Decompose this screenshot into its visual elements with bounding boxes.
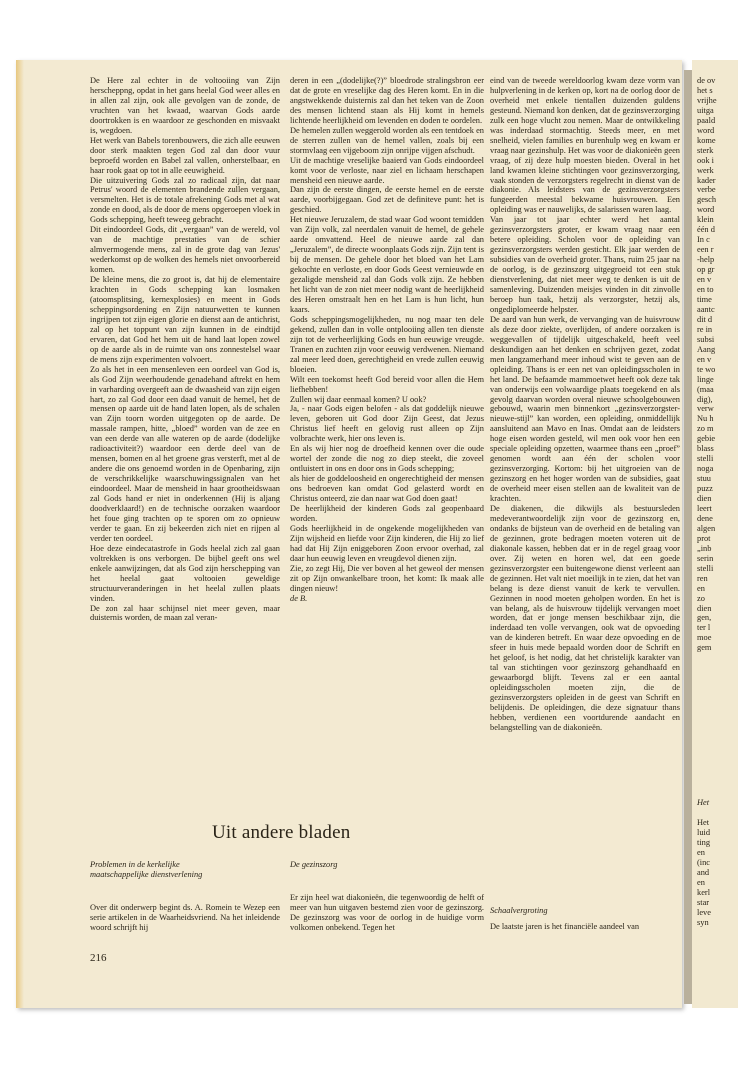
adjacent-page-line: stuu bbox=[697, 474, 711, 484]
adjacent-page-line: en bbox=[697, 583, 705, 593]
adjacent-page-line: puzz bbox=[697, 484, 713, 494]
paragraph: Het werk van Babels torenbouwers, die zich alle eeuwen door sterk maakten tegen God zal dan door vuur beproefd worden en Babel zal vallen, onherstelbaar, en haar rook gaat op tot in alle eeuwigheid. bbox=[90, 135, 280, 175]
adjacent-page-line: vrijhe bbox=[697, 95, 717, 105]
adjacent-page-line: klein bbox=[697, 215, 714, 225]
adjacent-page-line: time bbox=[697, 294, 712, 304]
paragraph: Gods scheppingsmogelijkheden, nu nog maar ten dele gekend, zullen dan in volle ontplooiing allen ten dienste zijn tot de verheerlijking Gods en hun eeuwige vreugde. Tranen en zuchten zijn voor eeuwig verdwenen. Niemand zal meer leed doen, gerechtigheid en vrede zullen eeuwig bloeien. bbox=[290, 314, 484, 374]
adjacent-page-line: dene bbox=[697, 513, 713, 523]
adjacent-page-line: dien bbox=[697, 494, 712, 504]
adjacent-page-line: word bbox=[697, 125, 715, 135]
adjacent-page-line: en bbox=[697, 847, 705, 857]
adjacent-page-line: een r bbox=[697, 245, 714, 255]
author-signature: de B. bbox=[290, 593, 308, 603]
adjacent-page-text-lower bbox=[697, 818, 738, 927]
adjacent-page-line: dig), bbox=[697, 394, 713, 404]
adjacent-page-line: ter l bbox=[697, 623, 711, 633]
adjacent-page-text bbox=[697, 76, 738, 653]
paragraph: Zie, zo zegt Hij, Die ver boven al het geweol der mensen zit op Zijn onwankelbare troon, het komt: Ik maak alle dingen nieuw! bbox=[290, 563, 484, 593]
adjacent-page-line: word bbox=[697, 205, 715, 215]
paragraph: eind van de tweede wereldoorlog kwam deze vorm van hulpverlening in de kerken op, kort na de oorlog door de overheid met enkele tientallen duizenden guldens gesteund. Niemand kon denken, dat de gezinsverzorging zulk een hoge vlucht zou nemen. Maar de ontwikkeling was inderdaad stormachtig. Steeds meer, en met snelheid, vielen families en burenhulp weg en kwam er vraag naar gezinshulp. Het was voor de diakonieën geen vraag, of zij deze hulp moesten bieden. Overal in het land kwamen kleine stichtingen voor gezinsverzorging, vaak stonden de verzorgsters regelrecht in dienst van de diakonie. Als leidsters van de gezinsverzorgsters fungeerden meestal bekwame huisvrouwen. Een opleiding was er nauwelijks, de salarissen waren laag. bbox=[490, 76, 680, 215]
adjacent-page-line: verbe bbox=[697, 185, 716, 195]
adjacent-page-line: en v bbox=[697, 354, 712, 364]
section-block-problemen bbox=[90, 860, 280, 933]
paragraph: Wilt een toekomst heeft God bereid voor allen die Hem liefhebben! bbox=[290, 374, 484, 394]
adjacent-page-line: gem bbox=[697, 643, 712, 653]
adjacent-page-line: en to bbox=[697, 285, 714, 295]
paragraph: De Here zal echter in de voltooiing van Zijn herscheppng, opdat in het gans heelal God weer alles en in allen zal zijn, ook alle gevolgen van de zonde, de vruchten van het kwaad, waarvan Gods aarde doortrokken is en waardoor ze geschonden en misvaakt is, wegdoen. bbox=[90, 76, 280, 135]
adjacent-page-line: leert bbox=[697, 503, 712, 513]
adjacent-page-line: te wo bbox=[697, 364, 716, 374]
paragraph: Hoe deze eindecatastrofe in Gods heelal zich zal gaan voltrekken is ons verborgen. De bijbel geeft ons wel enkele aanwijzingen, dat als God zijn herschepping van het heelal gaat voltooien geweldige structuurveranderingen in het heelal zullen plaats vinden. bbox=[90, 543, 280, 603]
block-heading: Schaalvergroting bbox=[490, 906, 548, 915]
adjacent-page-line: en bbox=[697, 877, 705, 887]
block-heading: De gezinszorg bbox=[290, 860, 338, 869]
paragraph: Dan zijn de eerste dingen, de eerste hemel en de eerste aarde, voorbijgegaan. God zet de definiteve punt: het is geschied. bbox=[290, 185, 484, 215]
paragraph: De laatste jaren is het financiële aandeel van bbox=[490, 922, 640, 931]
adjacent-page-line: (maa bbox=[697, 384, 714, 394]
block-heading: Problemen in de kerkelijke bbox=[90, 860, 180, 869]
paragraph: Zullen wij daar eenmaal komen? U ook? bbox=[290, 394, 427, 404]
magazine-page bbox=[16, 60, 682, 1008]
adjacent-page bbox=[692, 60, 738, 1008]
adjacent-page-line: syn bbox=[697, 917, 709, 927]
section-block-gezinszorg bbox=[290, 860, 484, 933]
article-column-3 bbox=[490, 76, 680, 733]
paragraph: De kleine mens, die zo groot is, dat hij de elementaire krachten in Gods schepping kan losmaken (atoomsplitsing, kernexplosies) en meent in Gods scheppingsordening en Zijn natuurwetten te kunnen ingrijpen tot zijn eigen glorie en dienst aan de antichrist, zal op het toppunt van zijn kunnen in de eindtijd ervaren, dat God het hem uit de hand laat lopen zowel op de aarde als in de ruimte van ons zonnestelsel waar de mens zijn experimenten volvoert. bbox=[90, 275, 280, 364]
adjacent-page-line: star bbox=[697, 897, 710, 907]
paragraph: En als wij hier nog de droefheid kennen over die oude wortel der zonde die nog zo diep steekt, die zoveel ontluistert in ons en door ons in Gods schepping; bbox=[290, 444, 484, 474]
adjacent-page-line: het s bbox=[697, 85, 713, 95]
adjacent-page-line: gebie bbox=[697, 434, 716, 444]
adjacent-page-line: uitga bbox=[697, 105, 714, 115]
adjacent-page-heading: Het bbox=[697, 798, 710, 807]
paragraph: De aard van hun werk, de vervanging van de huisvrouw als deze door ziekte, overlijden, of andere oorzaken is weggevallen of tijdelijk uitgeschakeld, heeft veel deskundigen aan het denken en schrijven gezet, zodat men langzamerhand meer inhoud wist te geven aan de opleiding. Thans is er een net van opleidingsscholen in het land. De befaamde mammoetwet heeft ook deze tak van onderwijs een volwaardige plaats toegekend en als gevolg daarvan worden overal nieuwe schoolgebouwen gebouwd, waarin men binnenkort „gezinsverzorgster-nieuwe-stijl” kan worden, een opleiding, onmiddellijk aansluitend aan Mavo en Inas. Omdat aan de leidsters hoge eisen worden gesteld, wil men ook voor hen een speciale opleiding opzetten, waarmee thans een „proef” genomen wordt aan één der scholen voor gezinsverzorging. Kortom: bij het uitgroeien van de gezinszorg en het hoger worden van de subsidies, gaat de overheid meer eisen stellen aan de kwaliteit van de krachten. bbox=[490, 314, 680, 504]
adjacent-page-line: op gr bbox=[697, 265, 715, 275]
adjacent-page-line: dien bbox=[697, 603, 712, 613]
adjacent-page-line: ren bbox=[697, 573, 708, 583]
adjacent-page-line: (inc bbox=[697, 857, 711, 867]
paragraph: De heerlijkheid der kinderen Gods zal geopenbaard worden. bbox=[290, 503, 484, 523]
adjacent-page-line: één d bbox=[697, 225, 715, 235]
paragraph: Gods heerlijkheid in de ongekende mogelijkheden van Zijn wijsheid en liefde voor Zijn kinderen, die Hij zo lief had dat Hij Zijn eniggeboren Zoon ervoor overhad, zal daar hun eeuwig leven en vreugdevol dienen zijn. bbox=[290, 523, 484, 563]
adjacent-page-line: stelli bbox=[697, 563, 714, 573]
paragraph: Zo als het in een mensenleven een oordeel van God is, als God Zijn weerhoudende genadehand aftrekt en hem in varharding overgeeft aan de dwaasheid van zijn eigen hart, zo zal God door een daad vanuit de hemel, het de mensen op aarde uit de hand laten lopen, als de schalen van Zijn toorn worden uitgegoten op de aarde. De massale rampen, hitte, „bloed” worden van de zee en van een derde van alle wateren op de aarde (dodelijke radioactiviteit?) waardoor een derde deel van de mensen, bomen en al het groene gras versterft, met al de andere die ons genoemd worden in de Openbaring, zijn de verschrikkelijke waarschuwingssignalen van het eindoordeel. Maar de mensheid in haar grootheidswaan zal Gods hand er niet in onderkennen (Hij is aljang doodverklaard!) en de technische oorzaken waardoor het foue ging trachten op te sporen om zo opnieuw verder te gaan. En zij bekeerden zich niet en rijpen al verder ten oordeel. bbox=[90, 364, 280, 543]
adjacent-page-line: kome bbox=[697, 135, 716, 145]
paragraph: De zon zal haar schijnsel niet meer geven, maar duisternis worden, de maan zal veran- bbox=[90, 603, 280, 623]
paragraph: Van jaar tot jaar echter werd het aantal gezinsverzorgsters groter, er kwam vraag naar een betere opleiding. Scholen voor de opleiding van gezinsverzorgsters werden gesticht. Elk jaar werden de subsidies van de overheid groter. Thans, ruim 25 jaar na de oorlog, is de gezinszorg uitgegroeid tot een stuk dienstverlening, dat niet meer weg te denken is uit de samenleving. Duizenden meisjes vinden in dit zinvolle beroep hun taak, hetzij als verzorgster, hetzij als, ongediplomeerde helpster. bbox=[490, 215, 680, 314]
adjacent-page-line: Nu h bbox=[697, 414, 714, 424]
paragraph: als hier de goddeloosheid en ongerechtigheid der mensen ons bedroeven kan omdat God gelasterd wordt en Christus onteerd, zie dan naar wat God doen gaat! bbox=[290, 474, 484, 504]
paragraph: Die uitzuivering Gods zal zo radicaal zijn, dat naar Petrus' woord de elementen brandende zullen vergaan, versmelten. Het is de totale afrekening Gods met al wat zonde en dood, als de door de mens opgeroepen vloek in Gods schepping, heeft teweeg gebracht. bbox=[90, 175, 281, 225]
paragraph: De hemelen zullen weggerold worden als een tentdoek en de sterren zullen van de hemel vallen, zoals bij een stormvlaag een vijgeboom zijn onrijpe vijgen afschudt. bbox=[290, 125, 484, 155]
adjacent-page-line: stelli bbox=[697, 454, 714, 464]
article-column-1 bbox=[90, 76, 280, 623]
adjacent-page-line: re in bbox=[697, 324, 713, 334]
adjacent-page-line: zo m bbox=[697, 424, 714, 434]
paragraph: deren in een „(dodelijke(?)” bloedrode stralingsbron eer dat de grote en vreselijke dag des Heren komt. En in die angstwekkende duisternis zal dan het teken van de Zoon des mensen lichtend staan als Hij komt in hemels lichtende heerlijkheid om levenden en doden te oordelen. bbox=[290, 76, 484, 125]
paragraph: De diakenen, die dikwijls als bestuursleden medeverantwoordelijk zijn voor de gezinszorg en, ondanks de bijsteun van de overheid en de betaling van de gezinnen, grote bedragen moeten voteren uit de diakonale kassen, hebben dat er in de regel graag voor over. Zij weten en horen wel, dat een goede gezinsverzorgster een buitengewone dienst verleent aan de gezinnen. Het valt niet moeilijk in te zien, dat het van belang is deze dienst vanuit de kerk te vervullen. Gezinnen in nood moeten geholpen worden. En het is van belang, als de huisvrouw tijdelijk vervangen moet worden, dat er jonge mensen beschikbaar zijn, die inderdaad ten volle vervangen, ook wat de opvoeding van de kinderen betreft. En waar deze opvoeding en de sfeer in huis mede bepaald worden door de Schrift en het geloof, is het nodig, dat het christelijk karakter van tal van stichtingen voor gezinszorg gehandhaafd en gewaarborgd blijft. Tevens zal er een aantal opleidingsscholen moeten zijn, die de gezinsverzorgsters opleiden in de geest van Schrift en belijdenis. De opleidingen, die deze signatuur thans hebben, verdienen een voortdurende aandacht en belangstelling van de diakonieën. bbox=[490, 503, 680, 732]
adjacent-page-line: kerl bbox=[697, 887, 711, 897]
adjacent-page-line: gen, bbox=[697, 613, 712, 623]
page-number: 216 bbox=[90, 952, 107, 964]
adjacent-page-line: werk bbox=[697, 165, 714, 175]
section-block-schaalvergroting bbox=[490, 906, 680, 932]
section-title: Uit andere bladen bbox=[212, 822, 351, 843]
paragraph: Er zijn heel wat diakonieën, die tegenwoordig de helft of meer van hun uitgaven bestemd zien voor de gezinszorg. De gezinszorg was voor de oorlog in de huidige vorm volkomen onbekend. Tegen het bbox=[290, 893, 484, 932]
adjacent-page-line: „inb bbox=[697, 543, 712, 553]
adjacent-page-line: blass bbox=[697, 444, 714, 454]
paragraph: Ja, - naar Gods eigen belofen - als dat goddelijk nieuwe leven, geboren uit God door Zijn Geest, dat Jezus Christus lief heeft en gelovig rust alleen op Zijn volbrachte werk, hier ons leven is. bbox=[290, 404, 484, 444]
adjacent-page-line: noga bbox=[697, 464, 714, 474]
paragraph: Het nieuwe Jeruzalem, de stad waar God woont temidden van Zijn volk, zal neerdalen vanuit de hemel, de gehele aarde omvattend. Heel de nieuwe aarde zal dan „Jeruzalem”, de directe woonplaats Gods zijn. Zijn tent is bij de mensen. De gehele door het bloed van het Lam gekochte en verloste, en door Gods Geest vernieuwde en gezaligde mensheid zal dan Gods volk zijn. Ze hebben het licht van de zon niet meer nodig want de heerlijkheid des Heren omstraalt hen en het Lam is hun licht, hun kaars. bbox=[290, 215, 484, 314]
adjacent-page-line: en v bbox=[697, 275, 712, 285]
adjacent-page-line: linge bbox=[697, 374, 714, 384]
adjacent-page-line: Aang bbox=[697, 344, 716, 354]
adjacent-page-line: verw bbox=[697, 404, 714, 414]
adjacent-page-line: -help bbox=[697, 255, 715, 265]
adjacent-page-line: paald bbox=[697, 115, 716, 125]
adjacent-page-line: kader bbox=[697, 175, 716, 185]
paragraph: Dit eindoordeel Gods, dit „vergaan” van de wereld, vol van de machtige prestaties van de schier almvermogende mens, zal in de grote dag van Jezus' wederkomst op de wolken des hemels niet onvoorbereid komen. bbox=[90, 225, 280, 275]
adjacent-page-line: leve bbox=[697, 907, 711, 917]
adjacent-page-line: ook i bbox=[697, 155, 714, 165]
adjacent-page-line: sterk bbox=[697, 145, 714, 155]
adjacent-page-line: aantc bbox=[697, 304, 715, 314]
adjacent-page-line: serin bbox=[697, 553, 714, 563]
adjacent-page-line: luid bbox=[697, 827, 711, 837]
adjacent-page-line: dit d bbox=[697, 314, 713, 324]
adjacent-page-line: moe bbox=[697, 633, 712, 643]
adjacent-page-line: prot bbox=[697, 533, 711, 543]
adjacent-page-line: subsi bbox=[697, 334, 715, 344]
adjacent-page-line: and bbox=[697, 867, 710, 877]
adjacent-page-line: zo bbox=[697, 593, 705, 603]
adjacent-page-line: de ov bbox=[697, 76, 716, 85]
paragraph: Over dit onderwerp begint ds. A. Romein te Wezep een serie artikelen in de Waarheidsvriend. Na het inleidende woord schrijft hij bbox=[90, 903, 280, 932]
adjacent-page-line: gesch bbox=[697, 195, 717, 205]
book-gutter bbox=[684, 70, 692, 1004]
article-column-2 bbox=[290, 76, 484, 604]
adjacent-page-line: Het bbox=[697, 818, 710, 827]
paragraph: Uit de machtige vreselijke baaierd van Gods eindoordeel komt voor de verloste, naar ziel en lichaam herschapen mensheid een nieuwe aarde. bbox=[290, 155, 484, 185]
block-heading: maatschappelijke dienstverlening bbox=[90, 870, 203, 879]
adjacent-page-line: ting bbox=[697, 837, 711, 847]
adjacent-page-line: In c bbox=[697, 235, 710, 245]
adjacent-page-line: algen bbox=[697, 523, 716, 533]
